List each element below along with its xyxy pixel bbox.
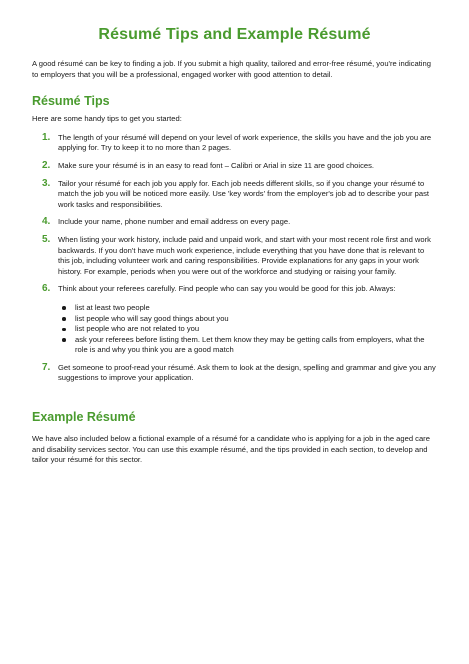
tip-item-5 xyxy=(32,235,437,277)
tip-number: 5. xyxy=(42,233,51,245)
tip-text: Tailor your résumé for each job you apply for. Each job needs different skills, so if you change your résumé to match the job you will be noticed more easily. Use 'key words' from the employer's job ad to describe your past work tasks and responsibilities. xyxy=(58,178,429,209)
tip-item-3 xyxy=(32,179,437,211)
tip-number: 2. xyxy=(42,159,51,171)
tip-number: 6. xyxy=(42,283,51,295)
bullet-item: list people who will say good things about you xyxy=(58,314,437,325)
intro-paragraph: A good résumé can be key to finding a job. If you submit a high quality, tailored and error-free résumé, you're indicating to employers that you will be a professional, engaged worker with good attention to detail. xyxy=(32,59,431,79)
page-title: Résumé Tips and Example Résumé xyxy=(98,26,371,43)
tip-text: The length of your résumé will depend on your level of work experience, the skills you have and the job you are applying for. Try to keep it to no more than 2 pages. xyxy=(58,132,432,153)
tip-number: 3. xyxy=(42,177,51,189)
tip-body xyxy=(58,284,437,356)
tip-number: 4. xyxy=(42,216,51,228)
bullet-item: list at least two people xyxy=(58,303,437,314)
tip-item-2 xyxy=(32,161,437,172)
bullet-item: ask your referees before listing them. Let them know they may be getting calls from employers, what the role is and why you think you are a good match xyxy=(58,335,437,356)
tip-item-6 xyxy=(32,284,437,356)
tip-text: Get someone to proof-read your résumé. Ask them to look at the design, spelling and grammar and give you any suggestions to improve your application. xyxy=(58,362,436,383)
tip-text: When listing your work history, include paid and unpaid work, and start with your most recent role first and work backwards. If you don't have much work experience, include everything that you have done that is relevant to this job, including volunteer work and caring responsibilities. Provide explanations for any gaps in your work history. For example, periods when you were out of the workforce and studying or raising your family. xyxy=(58,234,431,276)
bullet-item: list people who are not related to you xyxy=(58,324,437,335)
tips-list xyxy=(32,133,437,384)
referee-bullet-list xyxy=(58,303,437,356)
example-heading: Example Résumé xyxy=(32,410,136,425)
tip-text: Make sure your résumé is in an easy to read font – Calibri or Arial in size 11 are good choices. xyxy=(58,160,375,170)
tip-text: Think about your referees carefully. Find people who can say you would be good for this job. Always: xyxy=(58,284,396,294)
tip-item-7 xyxy=(32,363,437,384)
tip-item-4 xyxy=(32,217,437,228)
tip-text: Include your name, phone number and email address on every page. xyxy=(58,217,291,227)
example-paragraph: We have also included below a fictional example of a résumé for a candidate who is applying for a job in the aged care and disability services sector. You can use this example résumé, and the tips provided in each section, to develop and tailor your résumé for this sector. xyxy=(32,434,430,465)
tip-number: 7. xyxy=(42,361,51,373)
tips-heading: Résumé Tips xyxy=(32,94,110,109)
tips-lead: Here are some handy tips to get you started: xyxy=(32,114,182,124)
tip-number: 1. xyxy=(42,131,51,143)
tip-item-1 xyxy=(32,133,437,154)
